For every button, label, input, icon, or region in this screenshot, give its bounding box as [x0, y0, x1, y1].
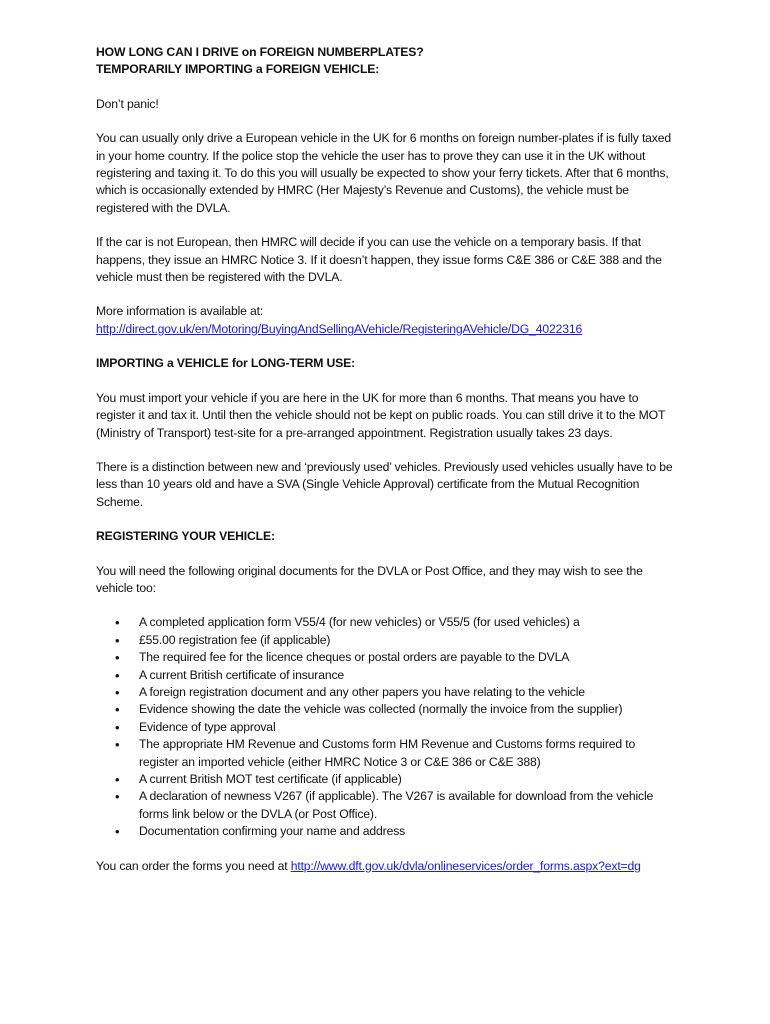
- list-item: • Evidence showing the date the vehicle was collected (normally the invoice from the supplier): [139, 701, 674, 718]
- title-line-2: TEMPORARILY IMPORTING a FOREIGN VEHICLE:: [96, 62, 380, 77]
- list-item: • Evidence of type approval: [139, 719, 674, 736]
- order-forms: [96, 858, 674, 875]
- list-item: • A current British certificate of insurance: [139, 667, 674, 684]
- register-heading: REGISTERING YOUR VEHICLE:: [96, 529, 275, 544]
- paragraph-european: You can usually only drive a European vehicle in the UK for 6 months on foreign number-plates if is fully taxed in your home country. If the police stop the vehicle the user has to prove they can use it in the UK without registering and taxing it. To do this you will usually be expected to show your ferry tickets. After that 6 months, which is occasionally extended by HMRC (Her Majesty’s Revenue and Customs), the vehicle must be registered with the DVLA.: [96, 131, 672, 215]
- intro-text: Don’t panic!: [96, 96, 159, 111]
- title-line-1: HOW LONG CAN I DRIVE on FOREIGN NUMBERPLATES?: [96, 45, 424, 59]
- order-forms-text: You can order the forms you need at: [96, 858, 291, 873]
- import-paragraph-2: There is a distinction between new and ‘previously used’ vehicles. Previously used vehicles usually have to be less than 10 years old and have a SVA (Single Vehicle Approval) certificate from the Mutual Recognition Scheme.: [96, 459, 673, 509]
- documents-list: [96, 614, 674, 840]
- list-item: • A completed application form V55/4 (for new vehicles) or V55/5 (for used vehicles) a: [139, 614, 674, 631]
- register-intro: You will need the following original documents for the DVLA or Post Office, and they may wish to see the vehicle too:: [96, 563, 643, 595]
- list-item: • The appropriate HM Revenue and Customs form HM Revenue and Customs forms required to register an imported vehicle (either HMRC Notice 3 or C&E 386 or C&E 388): [139, 736, 674, 771]
- list-item: • £55.00 registration fee (if applicable): [139, 632, 674, 649]
- order-forms-link[interactable]: http://www.dft.gov.uk/dvla/onlineservices/order_forms.aspx?ext=dg: [290, 858, 641, 873]
- more-info-label: More information is available at:: [96, 304, 264, 319]
- list-item: • A declaration of newness V267 (if applicable). The V267 is available for download from the vehicle forms link below or the DVLA (or Post Office).: [139, 788, 674, 823]
- more-info: [96, 303, 674, 338]
- import-paragraph-1: You must import your vehicle if you are here in the UK for more than 6 months. That means you have to register it and tax it. Until then the vehicle should not be kept on public roads. You can still drive it to the MOT (Ministry of Transport) test-site for a pre-arranged appointment. Registration usually takes 23 days.: [96, 390, 666, 440]
- import-heading: IMPORTING a VEHICLE for LONG-TERM USE:: [96, 356, 356, 371]
- list-item: • A current British MOT test certificate (if applicable): [139, 771, 674, 788]
- document-title: [96, 44, 674, 79]
- list-item: • Documentation confirming your name and address: [139, 823, 674, 840]
- list-item: • A foreign registration document and any other papers you have relating to the vehicle: [139, 684, 674, 701]
- more-info-link[interactable]: http://direct.gov.uk/en/Motoring/BuyingAndSellingAVehicle/RegisteringAVehicle/DG_4022316: [96, 321, 583, 336]
- list-item: • The required fee for the licence cheques or postal orders are payable to the DVLA: [139, 649, 674, 666]
- paragraph-non-european: If the car is not European, then HMRC will decide if you can use the vehicle on a temporary basis. If that happens, they issue an HMRC Notice 3. If it doesn’t happen, they issue forms C&E 386 or C&E 388 and the vehicle must then be registered with the DVLA.: [96, 235, 662, 285]
